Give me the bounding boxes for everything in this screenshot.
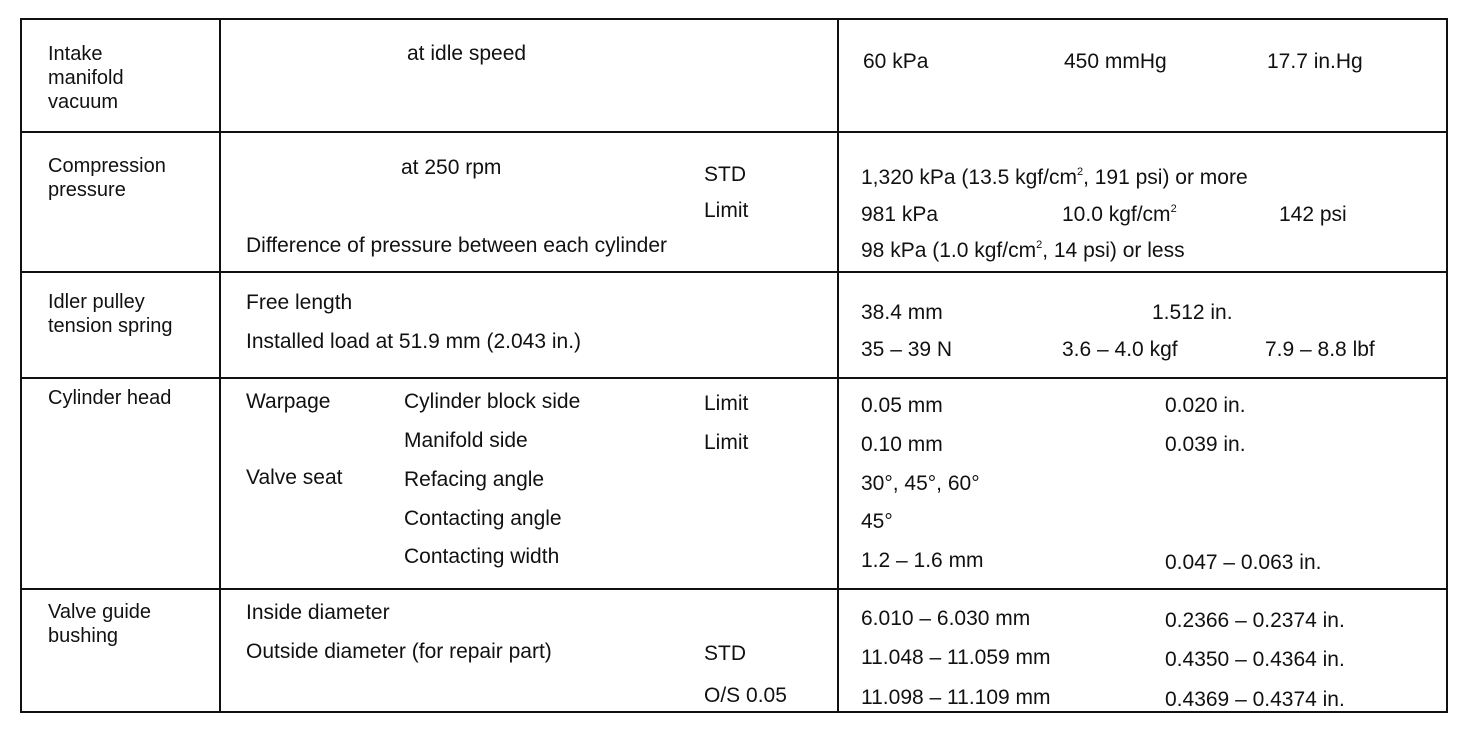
std-label: STD <box>704 163 746 186</box>
limit-kgf-text: 10.0 kgf/cm <box>1062 203 1171 226</box>
limit-label: Limit <box>704 199 749 222</box>
condition-text: at 250 rpm <box>401 156 502 179</box>
row-label-line: Cylinder head <box>48 387 172 409</box>
superscript: 2 <box>1170 203 1177 215</box>
value-in: 0.039 in. <box>1165 433 1246 456</box>
std-value-text: 1,320 kPa (13.5 kgf/cm <box>861 166 1077 189</box>
value-in: 0.4350 – 0.4364 in. <box>1165 648 1345 671</box>
installed-load-lbf: 7.9 – 8.8 lbf <box>1265 338 1375 361</box>
value-kpa: 60 kPa <box>863 50 929 73</box>
limit-label: Limit <box>704 431 749 454</box>
limit-kpa: 981 kPa <box>861 203 939 226</box>
item-manifold-side: Manifold side <box>404 429 528 452</box>
row-label-cylinder-head <box>48 386 171 410</box>
group-warpage: Warpage <box>246 390 331 413</box>
value-mm: 0.05 mm <box>861 394 943 417</box>
row-label-line: Compression <box>48 155 166 177</box>
item-contacting-width: Contacting width <box>404 545 560 568</box>
item-inside-diameter: Inside diameter <box>246 601 390 624</box>
spec-table <box>20 18 1448 713</box>
value-in: 0.020 in. <box>1165 394 1246 417</box>
row-label-line: Valve guide <box>48 601 152 623</box>
row-label-valve-guide <box>48 600 151 648</box>
difference-value-text: 98 kPa (1.0 kgf/cm <box>861 239 1037 262</box>
row-divider <box>22 131 1446 133</box>
value-mmhg: 450 mmHg <box>1064 50 1167 73</box>
row-divider <box>22 271 1446 273</box>
value-in: 0.047 – 0.063 in. <box>1165 551 1322 574</box>
superscript: 2 <box>1076 166 1084 178</box>
row-label-intake <box>48 42 124 114</box>
installed-load-n: 35 – 39 N <box>861 338 953 361</box>
std-value <box>861 166 1248 190</box>
value-mm: 11.048 – 11.059 mm <box>861 646 1051 669</box>
value-angle: 45° <box>861 510 893 533</box>
item-contacting-angle: Contacting angle <box>404 507 562 530</box>
value-mm: 1.2 – 1.6 mm <box>861 549 984 572</box>
value-inhg: 17.7 in.Hg <box>1267 50 1363 73</box>
value-mm: 6.010 – 6.030 mm <box>861 607 1031 630</box>
item-free-length: Free length <box>246 291 353 314</box>
free-length-mm: 38.4 mm <box>861 301 943 324</box>
limit-label: Limit <box>704 392 749 415</box>
row-label-line: Idler pulley <box>48 291 145 313</box>
column-divider <box>837 20 839 711</box>
value-in: 0.4369 – 0.4374 in. <box>1165 688 1345 711</box>
difference-value <box>861 239 1185 263</box>
row-label-line: tension spring <box>48 315 173 337</box>
installed-load-kgf: 3.6 – 4.0 kgf <box>1062 338 1178 361</box>
row-divider <box>22 377 1446 379</box>
grade-os: O/S 0.05 <box>704 684 787 707</box>
column-divider <box>219 20 221 711</box>
row-label-line: pressure <box>48 179 126 201</box>
item-cylinder-block-side: Cylinder block side <box>404 390 581 413</box>
std-value-text: , 191 psi) or more <box>1083 166 1248 189</box>
row-label-compression <box>48 154 166 202</box>
row-label-idler <box>48 290 173 338</box>
limit-psi: 142 psi <box>1279 203 1347 226</box>
row-divider <box>22 588 1446 590</box>
difference-value-text: , 14 psi) or less <box>1042 239 1185 262</box>
difference-text: Difference of pressure between each cylinder <box>246 234 668 257</box>
value-mm: 11.098 – 11.109 mm <box>861 686 1051 709</box>
value-angle: 30°, 45°, 60° <box>861 472 980 495</box>
value-in: 0.2366 – 0.2374 in. <box>1165 609 1345 632</box>
item-installed-load: Installed load at 51.9 mm (2.043 in.) <box>246 330 582 353</box>
condition-text: at idle speed <box>407 42 527 65</box>
free-length-in: 1.512 in. <box>1152 301 1233 324</box>
superscript: 2 <box>1036 239 1043 251</box>
row-label-line: vacuum <box>48 91 119 113</box>
item-outside-diameter: Outside diameter (for repair part) <box>246 640 552 663</box>
row-label-line: manifold <box>48 67 124 89</box>
group-valve-seat: Valve seat <box>246 466 343 489</box>
item-refacing-angle: Refacing angle <box>404 468 545 491</box>
row-label-line: bushing <box>48 625 119 647</box>
limit-kgf <box>1062 203 1177 227</box>
grade-std: STD <box>704 642 746 665</box>
row-label-line: Intake <box>48 43 103 65</box>
value-mm: 0.10 mm <box>861 433 943 456</box>
